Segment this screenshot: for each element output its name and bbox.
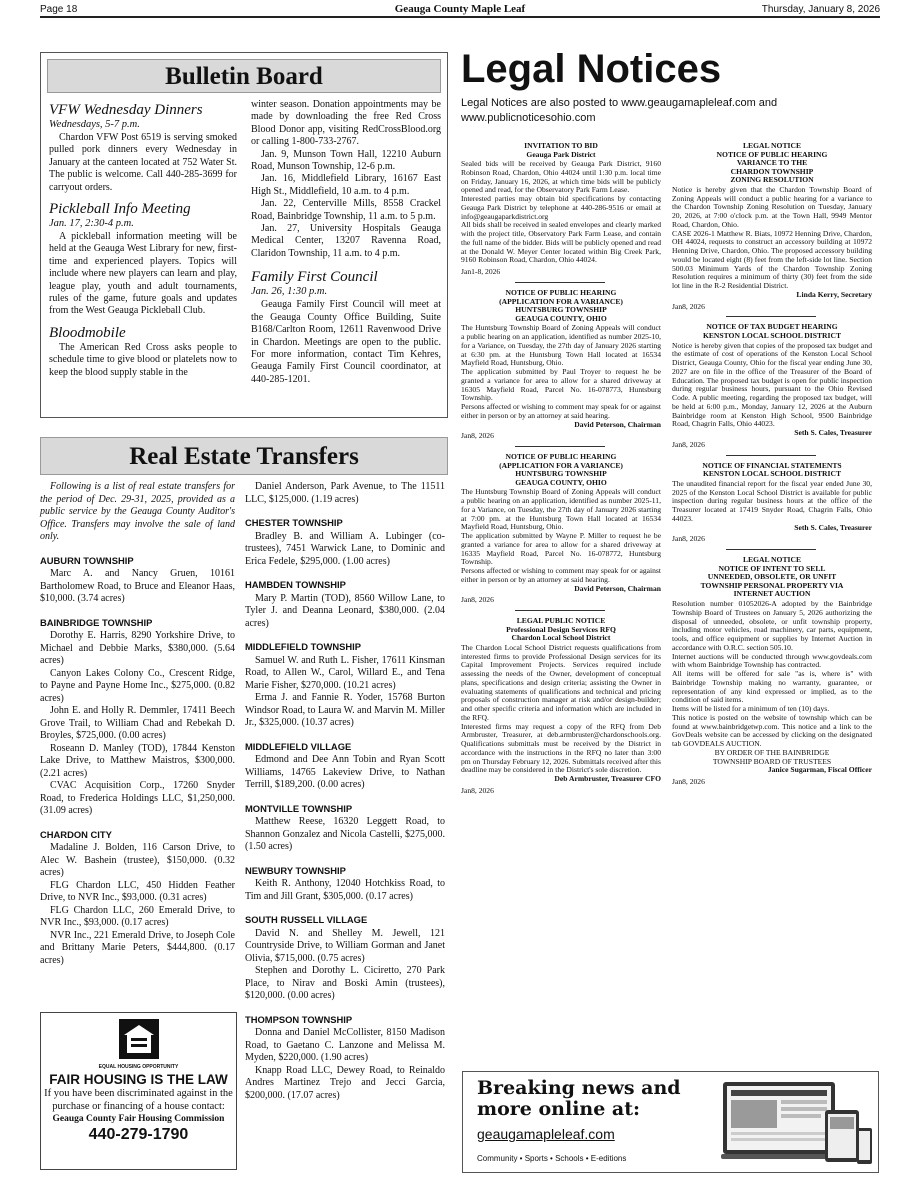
notice-date: Jan8, 2026 [672, 301, 705, 311]
event-text: Geauga Family First Council will meet at the Geauga County Office Building, Suite B168/Carlton Room, 12611 Ravenwood Drive in Chardon. Meetings are open to the public. For more information, contact Tim Kehres, Geauga Family First Council coordinator, at 440-285-1201. [251, 299, 441, 385]
notice-date: Jan8, 2026 [461, 785, 494, 795]
notice-title: INVITATION TO BID Geauga Park District [524, 142, 598, 159]
notice-text: Notice is hereby given that copies of the proposed tax budget and the estimate of cost of operations of the Kenston Local School District, Geauga County, Ohio for the fiscal year ending June 30, 2027 are on file in the office of the Treasurer of the Board of Education. The proposed tax budget is open for public inspection during regular business hours, pursuant to the Ohio Revised Code. A public meeting, regarding the proposed tax budget, will be held at 6:00 p.m., Monday, January 12, 2026 at the Auburn Bainbridge room at Kenston High School, 9500 Bainbridge Road, Chagrin Falls, Ohio 44023. [672, 340, 872, 429]
legal-notice [461, 289, 661, 441]
fair-housing-text: If you have been discriminated against in the purchase or financing of a house contact: [44, 1088, 233, 1112]
notice-text: Interested parties may obtain bid specifications by contacting Geauga Park District by telephone at 440-286-9516 or email at info@geaugaparkdistrict.org [461, 194, 661, 221]
legal-notice [672, 556, 872, 787]
notice-date: Jan1-8, 2026 [461, 267, 501, 277]
transfer-entry: David N. and Shelley M. Jewell, 121 Countryside Drive, to William Gorman and Janet Olivia, $715,000. (0.75 acres) [245, 927, 445, 964]
legal-notice [461, 617, 661, 796]
bulletin-column-2 [251, 99, 441, 386]
legal-notice [672, 142, 872, 311]
notice-text: Interested firms may request a copy of the RFQ from Deb Armbruster, Treasurer, at deb.armbruster@chardonschools.org. Qualifications submittals must be received by the District in accordance with the instructions in the RFQ no later than 3:00 pm on Thursday February 12, 2026. Submittals received after this deadline may be considered in the District's sole discretion. [461, 721, 661, 775]
legal-notice [461, 142, 661, 277]
transfer-entry: Bradley B. and William A. Lubinger (co-trustees), 7451 Warwick Lane, to Dominic and Erica Fedele, $295,000. (1.00 acres) [245, 530, 445, 567]
real-estate-title: Real Estate Transfers [40, 437, 448, 475]
transfer-entry: Marc A. and Nancy Gruen, 10161 Bartholomew Road, to Bruce and Eleanor Haas, $10,000. (3.74 acres) [40, 568, 235, 604]
township-heading: MIDDLEFIELD VILLAGE [245, 740, 352, 752]
event-text: Chardon VFW Post 6519 is serving smoked pulled pork dinners every Wednesday in January at the canteen located at 752 Water St. The public is welcome. Call 440-285-3699 for carryout orders. [49, 132, 237, 193]
transfer-entry: Knapp Road LLC, Dewey Road, to Reinaldo Andres Martinez Trejo and Jecci Garcia, $200,000. (17.07 acres) [245, 1064, 445, 1101]
transfer-entry: Erma J. and Fannie R. Yoder, 15768 Burton Windsor Road, to Laura W. and Marvin M. Miller Jr., $325,000. (10.37 acres) [245, 692, 445, 728]
section-tags: Community • Sports • Schools • E-editions [477, 1154, 627, 1163]
notice-signature: Seth S. Cales, Treasurer [794, 522, 872, 532]
transfer-entry: Edmond and Dee Ann Tobin and Ryan Scott Williams, 14765 Lakeview Drive, to Nathan Terrill, $189,200. (0.00 acres) [245, 754, 445, 790]
event-text: winter season. Donation appointments may be made by downloading the free Red Cross Blood Donor app, visiting RedCrossBlood.org or calling 1-800-733-2767. [251, 99, 441, 148]
event-text: Jan. 27, University Hospitals Geauga Medical Center, 13207 Ravenna Road, Claridon Township, 11 a.m. to 4 p.m. [251, 223, 441, 259]
notice-text: The application submitted by Paul Troyer to request he be granted a variance for area to allow for a shared driveway at 16305 Mayfield Road, Parcel No. 16-078773, Huntsburg Township. [461, 367, 661, 403]
event-text: Jan. 22, Centerville Mills, 8558 Crackel Road, Bainbridge Township, 11 a.m. to 5 p.m. [251, 198, 441, 222]
legal-title: Legal Notices [461, 47, 722, 91]
transfer-entry: Donna and Daniel McCollister, 8150 Madison Road, to Gaetano C. Lanzone and Melissa M. Myden, $220,000. (1.90 acres) [245, 1027, 445, 1063]
real-estate-column-1 [40, 481, 235, 967]
event-title: Family First Council [251, 269, 378, 286]
township-heading: SOUTH RUSSELL VILLAGE [245, 914, 368, 925]
event-text: The American Red Cross asks people to schedule time to give blood or platelets now to keep the blood supply stable in the [49, 341, 237, 378]
transfer-entry: FLG Chardon LLC, 260 Emerald Drive, to NVR Inc., $93,000. (0.17 acres) [40, 904, 235, 928]
equal-housing-label: EQUAL HOUSING OPPORTUNITY [98, 1064, 179, 1070]
notice-title: NOTICE OF PUBLIC HEARING (APPLICATION FOR A VARIANCE) HUNTSBURG TOWNSHIP GEAUGA COUNTY, OHIO [499, 287, 623, 323]
page-number: Page 18 [40, 4, 78, 15]
notice-text: The Chardon Local School District requests qualifications from interested firms to provide Professional Design services for its Capital Improvement Projects. Services required include assessing the needs of the Owner, development of conceptual plans, specifications and design criteria; assisting the Owner in evaluating statements of qualifications and technical and pricing proposals of construction manager at risk and/or design-builder; and other specific criteria and information which are included in the RFQ. [461, 642, 661, 722]
notice-signature: David Peterson, Chairman [574, 419, 661, 429]
notice-signature: Janice Sugarman, Fiscal Officer [767, 765, 872, 775]
fair-housing-title: FAIR HOUSING IS THE LAW [49, 1072, 228, 1087]
transfer-entry: Dorothy E. Harris, 8290 Yorkshire Drive, to Michael and Debbie Marks, $380,000. (5.64 acres) [40, 630, 235, 666]
transfer-entry: Mary P. Martin (TOD), 8560 Willow Lane, to Tyler J. and Deanna Leonard, $380,000. (2.04 acres) [245, 592, 445, 629]
transfer-entry: Stephen and Dorothy L. Ciciretto, 270 Park Place, to Nirav and Boski Amin (trustees), $120,000. (0.00 acres) [245, 965, 445, 1001]
notice-signature: Linda Kerry, Secretary [796, 289, 872, 299]
equal-housing-logo-icon [119, 1019, 159, 1059]
transfer-entry: Daniel Anderson, Park Avenue, to The 11511 LLC, $125,000. (1.19 acres) [245, 481, 445, 505]
notice-title: LEGAL NOTICE NOTICE OF INTENT TO SELL UNNEEDED, OBSOLETE, OR UNFIT TOWNSHIP PERSONAL PROPERTY VIA INTERNET AUCTION [700, 555, 844, 599]
notice-title: LEGAL PUBLIC NOTICE Professional Design Services RFQ Chardon Local School District [506, 616, 616, 643]
notice-title: NOTICE OF PUBLIC HEARING (APPLICATION FOR A VARIANCE) HUNTSBURG TOWNSHIP GEAUGA COUNTY, OHIO [499, 452, 623, 487]
real-estate-column-2 [245, 481, 445, 1102]
page-header [40, 2, 880, 18]
fair-housing-commission: Geauga County Fair Housing Commission [52, 1114, 225, 1124]
event-text: Jan. 9, Munson Town Hall, 12210 Auburn Road, Munson Township, 12-6 p.m. [251, 148, 441, 173]
notice-divider [515, 446, 605, 447]
notice-text: All bids shall be received in sealed envelopes and clearly marked with the project title, Observatory Park Farm Lease, and contain the full name of the bidder. Bids will be publicly opened and read at the Donald W. Meyer Center located within Big Creek Park, 9160 Robinson Road, Chardon, Ohio 44024. [461, 220, 661, 265]
notice-date: Jan8, 2026 [672, 534, 705, 544]
notice-text: The application submitted by Wayne P. Miller to request he be granted a variance for area to allow for a shared driveway at 16335 Mayfield Road, Parcel No. 16-078772, Huntsburg Township. [461, 531, 661, 567]
notice-date: Jan8, 2026 [461, 431, 494, 441]
fair-housing-phone: 440-279-1790 [88, 1126, 189, 1143]
legal-column-2 [672, 142, 872, 1067]
transfer-entry: Canyon Lakes Colony Co., Crescent Ridge, to Payne and Payne Home Inc., $275,000. (0.82 acres) [40, 667, 235, 704]
notice-text: This notice is posted on the website of township which can be found at www.bainbridgetwp.com. This notice and a link to the GovDeals website can be accessed by clicking on the designated tab GOVDEALS AUCTION. [672, 712, 872, 749]
breaking-news-ad [462, 1071, 879, 1173]
notice-title: LEGAL NOTICE NOTICE OF PUBLIC HEARING VARIANCE TO THE CHARDON TOWNSHIP ZONING RESOLUTION [716, 142, 828, 185]
notice-text: Resolution number 01052026-A adopted by the Bainbridge Township Board of Trustees on January 5, 2026 authorizing the disposal of unneeded, obsolete, or unfit township property, including motor vehicles, road machinery, car parts, equipment, tools, and office equipment or supplies by Internet Auction in accordance with O.R.C. section 505.10. [672, 599, 872, 652]
notice-text: Sealed bids will be received by Geauga Park District, 9160 Robinson Road, Chardon, Ohio 44024 until 1:30 p.m. local time on Friday, January 16, 2026, at which time bids will be publicly opened and read, for the Observatory Park Farm Lease. [461, 159, 661, 195]
notice-date: Jan8, 2026 [461, 595, 494, 605]
transfer-entry: Matthew Reese, 16320 Leggett Road, to Shannon Gonzalez and Nicola Castelli, $275,000. (1.50 acres) [245, 816, 445, 852]
township-heading: MIDDLEFIELD TOWNSHIP [245, 641, 361, 652]
notice-text: Notice is hereby given that the Chardon Township Board of Zoning Appeals will conduct a public hearing for a variance to the Chardon Township Zoning Resolution on Tuesday, January 20, 2026, at 7:00 o'clock p.m. at the Town Hall, 9949 Mentor Road, Chardon, Ohio. [672, 184, 872, 229]
event-text: A pickleball information meeting will be held at the Geauga West Library for new, first-time and experienced players. Topics will include where new players can learn and play, league play, youth and adult tournaments, rules of the game, future goals and updates from the West Geauga Pickleball Club. [49, 231, 237, 317]
notice-signature: Seth S. Cales, Treasurer [794, 428, 872, 438]
notice-title: NOTICE OF TAX BUDGET HEARING KENSTON LOCAL SCHOOL DISTRICT [702, 322, 842, 341]
event-text: Jan. 16, Middlefield Library, 16167 East High St., Middlefield, 10 a.m. to 4 p.m. [251, 173, 441, 197]
transfer-entry: Samuel W. and Ruth L. Fisher, 17611 Kinsman Road, to Allen W., Carol, Willard E., and Tena Marie Fisher, $270,000. (10.21 acres) [245, 654, 445, 691]
legal-notice [672, 323, 872, 449]
issue-date: Thursday, January 8, 2026 [761, 4, 880, 15]
notice-date: Jan8, 2026 [672, 777, 705, 787]
notice-divider [726, 549, 816, 550]
notice-text: The Huntsburg Township Board of Zoning Appeals will conduct a public hearing on an application, identified as number 2025-11, for a Variance, on Tuesday, the 27th day of January 2026 starting at 7:00 pm. at the Huntsburg Town Hall located at 16534 Mayfield Road, Huntsburg, Ohio. [461, 487, 661, 532]
paper-name: Geauga County Maple Leaf [394, 3, 526, 15]
notice-divider [515, 282, 605, 283]
township-heading: BAINBRIDGE TOWNSHIP [40, 616, 153, 628]
notice-text: Items will be listed for a minimum of ten (10) days. [672, 704, 830, 714]
bulletin-column-1 [49, 99, 237, 379]
notice-text: All items will be offered for sale "as is, where is" with Bainbridge Township making no warranty, guarantee, or representation of any kind expressed or implied, as to the condition of said items. [672, 669, 872, 705]
real-estate-intro: Following is a list of real estate transfers for the period of Dec. 29-31, 2025, provided as a public service by the Geauga County Auditor's Office. Transfers may involve the sale of land only. [40, 481, 235, 542]
event-title: Bloodmobile [49, 324, 126, 341]
event-date: Jan. 26, 1:30 p.m. [251, 286, 328, 298]
notice-text: The unaudited financial report for the fiscal year ended June 30, 2025 of the Kenston Local School District is available for public inspection during regular business hours at the office of the Treasurer located at 17419 Snyder Road, Chagrin Falls, Ohio 44023. [672, 478, 872, 523]
notice-divider [726, 455, 816, 456]
notice-text: Persons affected or wishing to comment may speak for or against either in person or by an attorney at said hearing. [461, 402, 661, 420]
notice-title: NOTICE OF FINANCIAL STATEMENTS KENSTON LOCAL SCHOOL DISTRICT [702, 460, 842, 479]
transfer-entry: NVR Inc., 221 Emerald Drive, to Joseph Cole and Brittany Marie Peters, $444,800. (0.17 acres) [40, 929, 235, 966]
bulletin-title: Bulletin Board [47, 59, 441, 93]
township-heading: HAMBDEN TOWNSHIP [245, 579, 346, 590]
legal-notice [461, 453, 661, 605]
notice-divider [515, 610, 605, 611]
transfer-entry: Madaline J. Bolden, 116 Carson Drive, to Alec W. Bashein (trustee), $150,000. (0.32 acres) [40, 842, 235, 878]
township-heading: MONTVILLE TOWNSHIP [245, 802, 353, 814]
legal-column-1 [461, 142, 661, 1067]
notice-text: The Huntsburg Township Board of Zoning Appeals will conduct a public hearing on an application, identified as number 2025-10, for a Variance, on Tuesday, the 27th day of January 2026 starting at 6:30 pm. at the Huntsburg Town Hall located at 16534 Mayfield Road, Huntsburg, Ohio. [461, 323, 661, 368]
fair-housing-ad [40, 1012, 237, 1170]
township-heading: AUBURN TOWNSHIP [40, 554, 134, 566]
devices-illustration-icon [721, 1080, 873, 1168]
event-title: Pickleball Info Meeting [49, 201, 191, 218]
township-heading: NEWBURY TOWNSHIP [245, 864, 346, 876]
notice-text: BY ORDER OF THE BAINBRIDGE TOWNSHIP BOARD OF TRUSTEES [712, 747, 832, 766]
notice-divider [726, 316, 816, 317]
breaking-news-title: Breaking news and more online at: [477, 1077, 681, 1120]
transfer-entry: Roseann D. Manley (TOD), 17844 Kenston Lake Drive, to Matthew Maistros, $300,000. (2.21 acres) [40, 742, 235, 779]
legal-notice [672, 462, 872, 544]
township-heading: CHARDON CITY [40, 828, 112, 840]
legal-subtitle: Legal Notices are also posted to www.geaugamapleleaf.com and www.publicnoticesohio.com [461, 97, 778, 124]
transfer-entry: John E. and Holly R. Demmler, 17411 Beech Grove Trail, to William Chad and Rebekah D. Broyles, $725,000. (0.00 acres) [40, 705, 235, 741]
transfer-entry: FLG Chardon LLC, 450 Hidden Feather Drive, to NVR Inc., $93,000. (0.31 acres) [40, 879, 235, 903]
notice-signature: David Peterson, Chairman [574, 583, 661, 593]
event-title: VFW Wednesday Dinners [49, 102, 203, 118]
notice-date: Jan8, 2026 [672, 439, 705, 449]
transfer-entry: CVAC Acquisition Corp., 17260 Snyder Road, to Frederica Holdings LLC, $1,250,000. (31.09 acres) [40, 780, 235, 816]
township-heading: THOMPSON TOWNSHIP [245, 1013, 353, 1025]
township-heading: CHESTER TOWNSHIP [245, 517, 343, 528]
bulletin-board [40, 52, 448, 418]
transfer-entry: Keith R. Anthony, 12040 Hotchkiss Road, to Tim and Jill Grant, $305,000. (0.17 acres) [245, 878, 445, 902]
notice-text: CASE 2026-1 Matthew R. Biats, 10972 Henning Drive, Chardon, OH 44024, requests to construct an accessory building at 10972 Henning Drive, Chardon, Ohio. The proposed accessory building would be located eight (8) feet from the left-side lot line. Section 500.03 Minimum Yards of the Chardon Township Zoning Resolution requires a minimum of thirty (30) feet from the side lot line in the R-2 Residential District. [672, 228, 872, 291]
event-date: Jan. 17, 2:30-4 p.m. [49, 218, 134, 230]
notice-text: Internet auctions will be conducted through www.govdeals.com with whom Bainbridge Township has contracted. [672, 651, 872, 670]
notice-signature: Deb Armbruster, Treasurer CFO [554, 774, 661, 784]
event-date: Wednesdays, 5-7 p.m. [49, 119, 140, 130]
website-link[interactable]: geaugamapleleaf.com [477, 1126, 615, 1142]
notice-text: Persons affected or wishing to comment may speak for or against either in person or by an attorney at said hearing. [461, 566, 661, 584]
